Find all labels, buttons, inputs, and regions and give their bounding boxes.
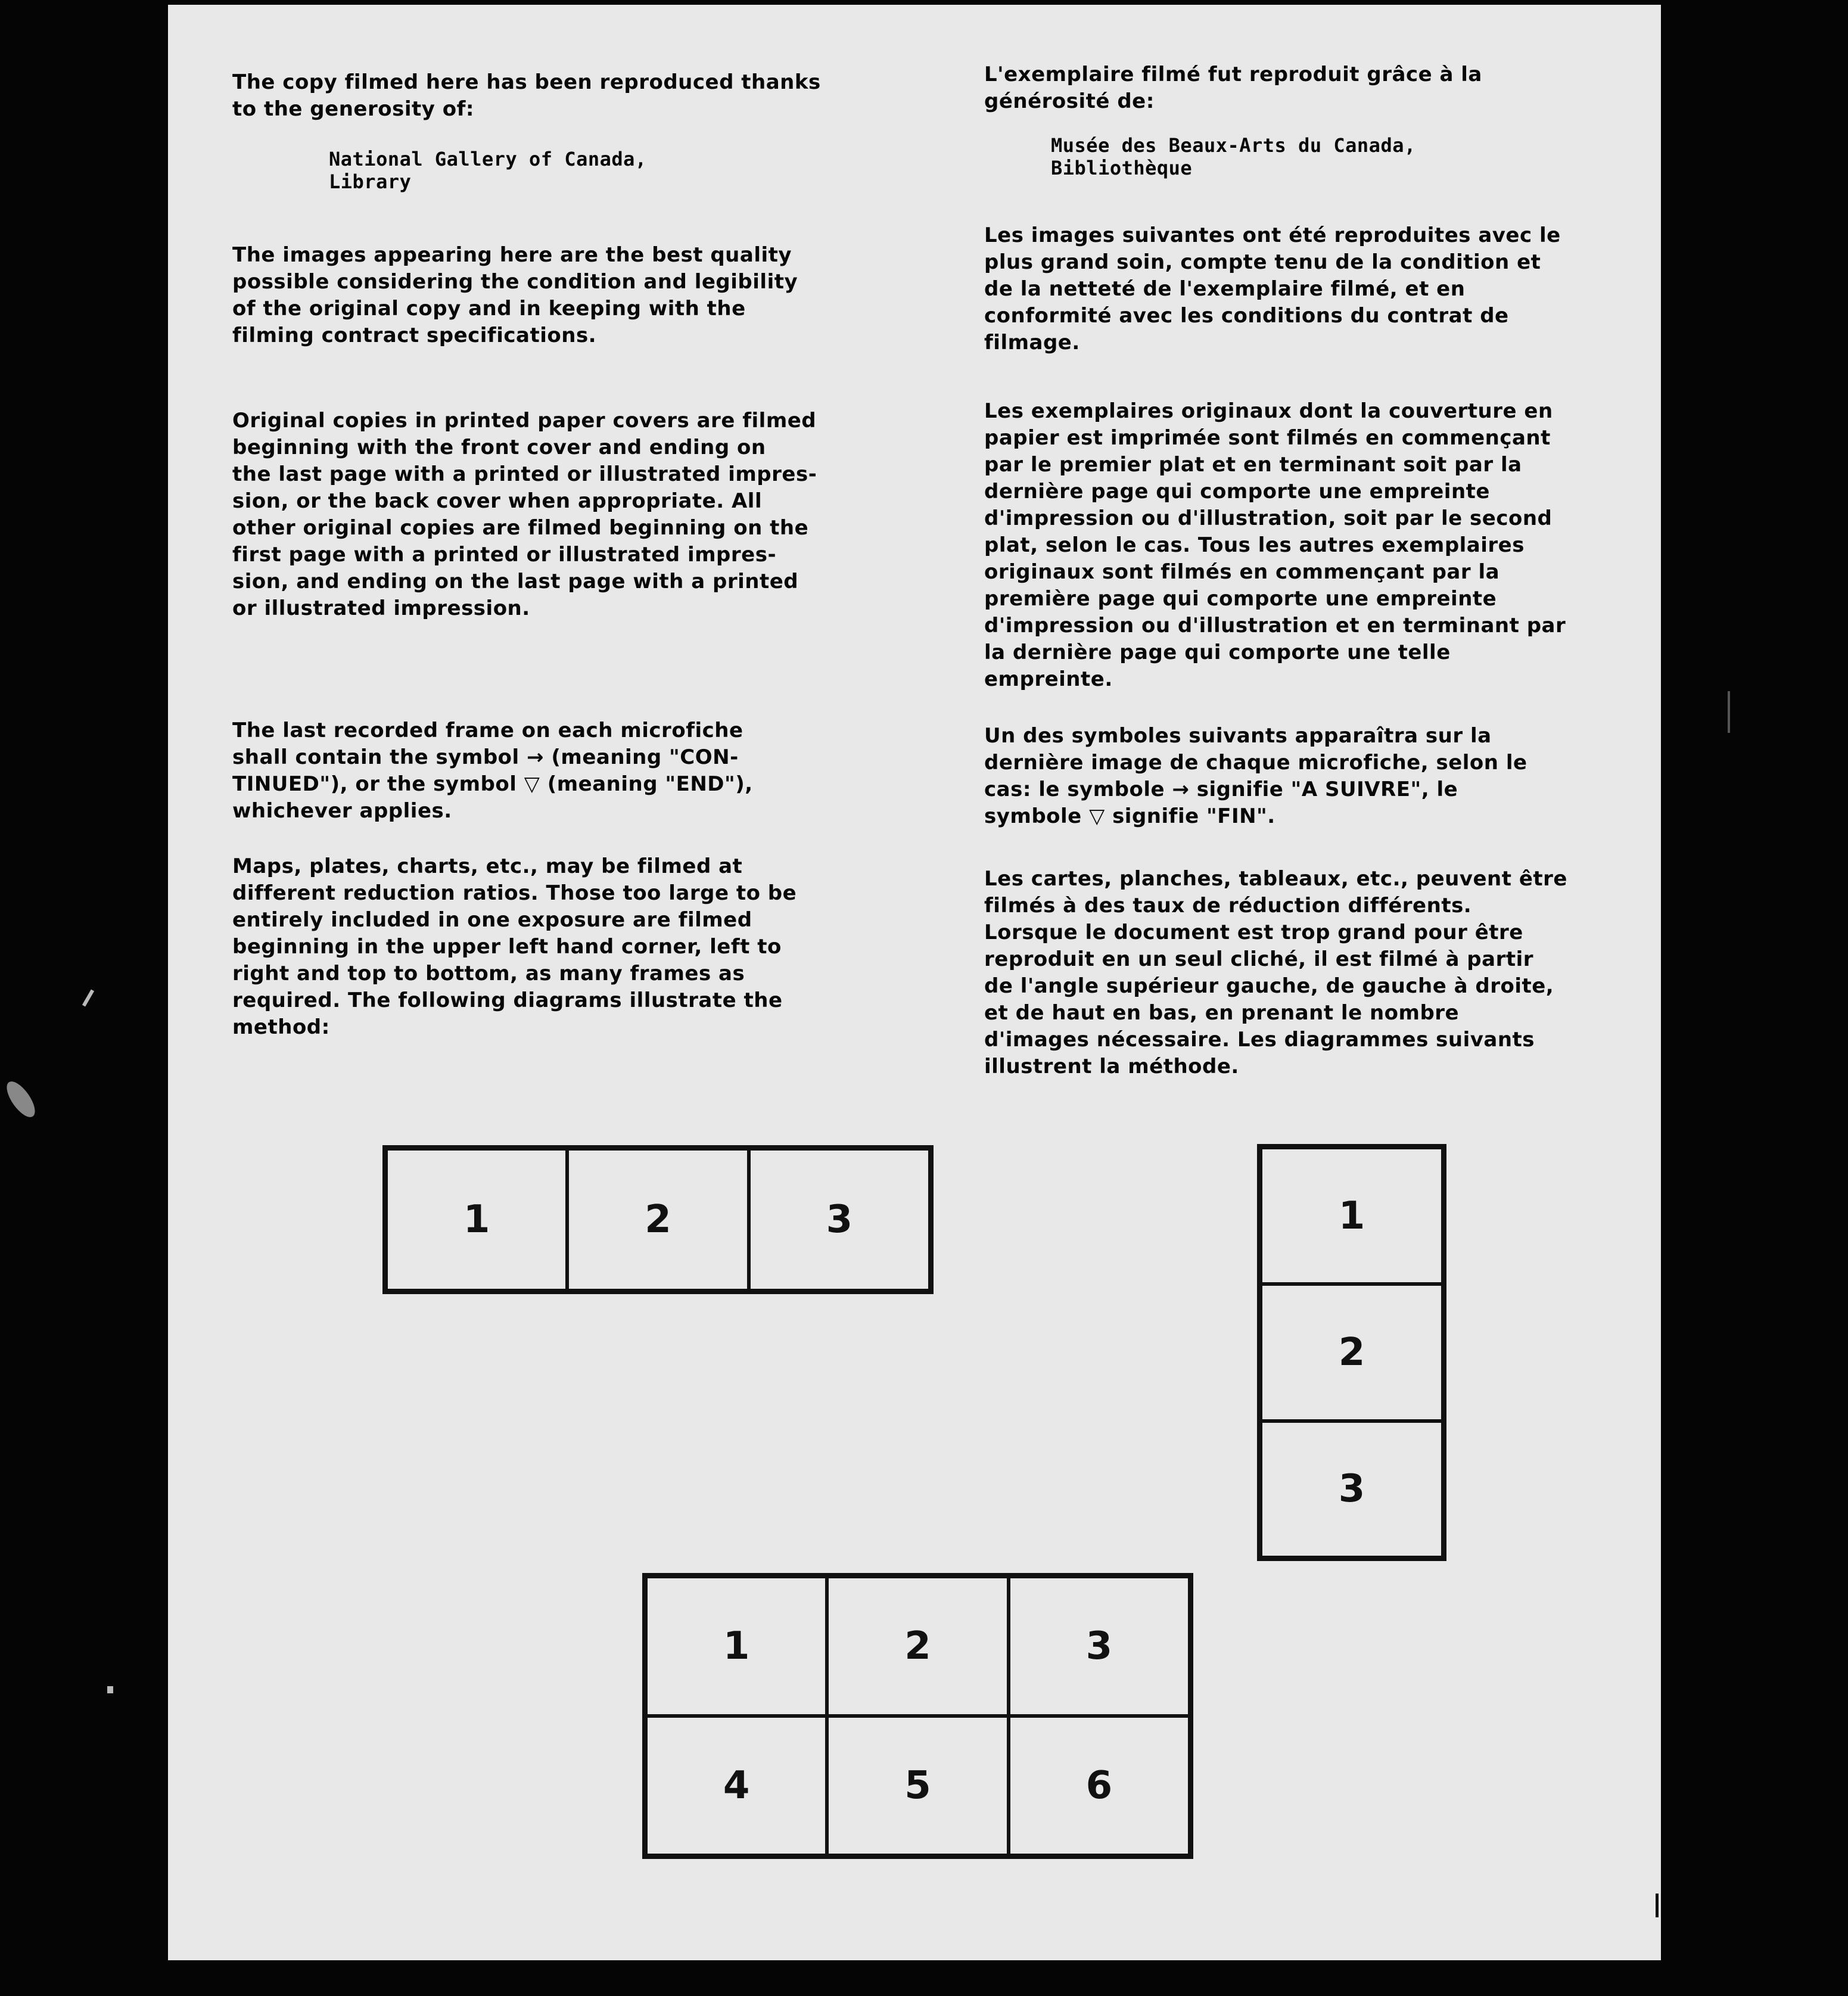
- frame-cell: 1: [386, 1149, 567, 1291]
- end-triangle-icon: ▽: [1089, 804, 1105, 828]
- french-maps-paragraph: Les cartes, planches, tableaux, etc., peuvent être filmés à des taux de réduction différents. Lorsque le document est trop grand pour être reproduit en un seul cliché, il est filmé à partir de l'angle supérieur gauche, de gauche à droite, et de haut en bas, en prenant le nombre d'images nécessaire. Les diagrammes suivants illustrent la méthode.: [984, 867, 1567, 1078]
- continued-arrow-icon: →: [1172, 778, 1190, 801]
- frame-cell: 3: [749, 1149, 930, 1291]
- english-column: [232, 69, 864, 1041]
- english-symbols-paragraph: [232, 717, 864, 825]
- french-symbols-text-c: signifie "FIN".: [1105, 804, 1275, 828]
- scan-speck: [1728, 691, 1730, 733]
- scan-speck: [2, 1077, 41, 1122]
- english-institution: National Gallery of Canada, Library: [329, 148, 647, 193]
- frame-cell: 4: [646, 1716, 827, 1855]
- french-covers-paragraph: Les exemplaires originaux dont la couverture en papier est imprimée sont filmés en commençant par le premier plat et en terminant soit par la dernière page qui comporte une empreinte d'impression ou d'illustration, soit par le second plat, selon le cas. Tous les autres exemplaires originaux sont filmés en commençant par la première page qui comporte une empreinte d'impression ou d'illustration et en terminant par la dernière page qui comporte une telle empreinte.: [984, 399, 1566, 691]
- french-institution: Musée des Beaux-Arts du Canada, Bibliothèque: [1051, 134, 1416, 179]
- frame-cell: 2: [567, 1149, 748, 1291]
- microfiche-target-page: [168, 5, 1661, 1960]
- frame-cell: 2: [827, 1577, 1008, 1716]
- english-maps-paragraph: Maps, plates, charts, etc., may be filmed at different reduction ratios. Those too large to be entirely included in one exposure are filmed beginning in the upper left hand corner, left to right and top to bottom, as many frames as required. The following diagrams illustrate the method:: [232, 854, 797, 1039]
- french-symbols-text-b: signifie "A SUIVRE", le symbole: [984, 778, 1458, 828]
- frame-cell: 5: [827, 1716, 1008, 1855]
- english-symbols-text-b: (meaning "CON- TINUED"), or the symbol: [232, 745, 739, 796]
- frame-cell: 3: [1009, 1577, 1190, 1716]
- edge-mark: [1656, 1894, 1659, 1917]
- french-symbols-paragraph: [984, 723, 1616, 830]
- frame-cell: 3: [1261, 1421, 1443, 1557]
- frame-cell: 6: [1009, 1716, 1190, 1855]
- horizontal-frames-diagram: [382, 1145, 934, 1294]
- end-triangle-icon: ▽: [524, 772, 540, 796]
- english-covers-paragraph: Original copies in printed paper covers are filmed beginning with the front cover and ending on the last page with a printed or illustrated impres- sion, or the back cover when appropriate. All other original copies are filmed beginning on the first page with a printed or illustrated impres- sion, and ending on the last page with a printed or illustrated impression.: [232, 409, 817, 620]
- french-symbols-text-a: Un des symboles suivants apparaîtra sur la dernière image de chaque microfiche, selon le cas: le symbole: [984, 724, 1527, 801]
- english-symbols-text-a: The last recorded frame on each microfiche shall contain the symbol: [232, 719, 743, 769]
- vertical-frames-diagram: [1257, 1144, 1446, 1561]
- english-symbols-text-c: (meaning "END"), whichever applies.: [232, 772, 753, 823]
- english-thanks-paragraph: The copy filmed here has been reproduced thanks to the generosity of:: [232, 70, 821, 121]
- frame-cell: 1: [646, 1577, 827, 1716]
- frame-cell: 2: [1261, 1284, 1443, 1420]
- grid-frames-diagram: [642, 1573, 1193, 1859]
- french-thanks-paragraph: L'exemplaire filmé fut reproduit grâce à la générosité de:: [984, 63, 1482, 113]
- scan-speck: [82, 990, 94, 1007]
- frame-cell: 1: [1261, 1148, 1443, 1284]
- french-column: [984, 61, 1616, 1080]
- english-quality-paragraph: The images appearing here are the best quality possible considering the condition and legibility of the original copy and in keeping with the filming contract specifications.: [232, 243, 798, 347]
- continued-arrow-icon: →: [527, 745, 545, 769]
- scan-speck: [107, 1686, 113, 1693]
- french-quality-paragraph: Les images suivantes ont été reproduites avec le plus grand soin, compte tenu de la condition et de la netteté de l'exemplaire filmé, et en conformité avec les conditions du contrat de filmage.: [984, 223, 1561, 355]
